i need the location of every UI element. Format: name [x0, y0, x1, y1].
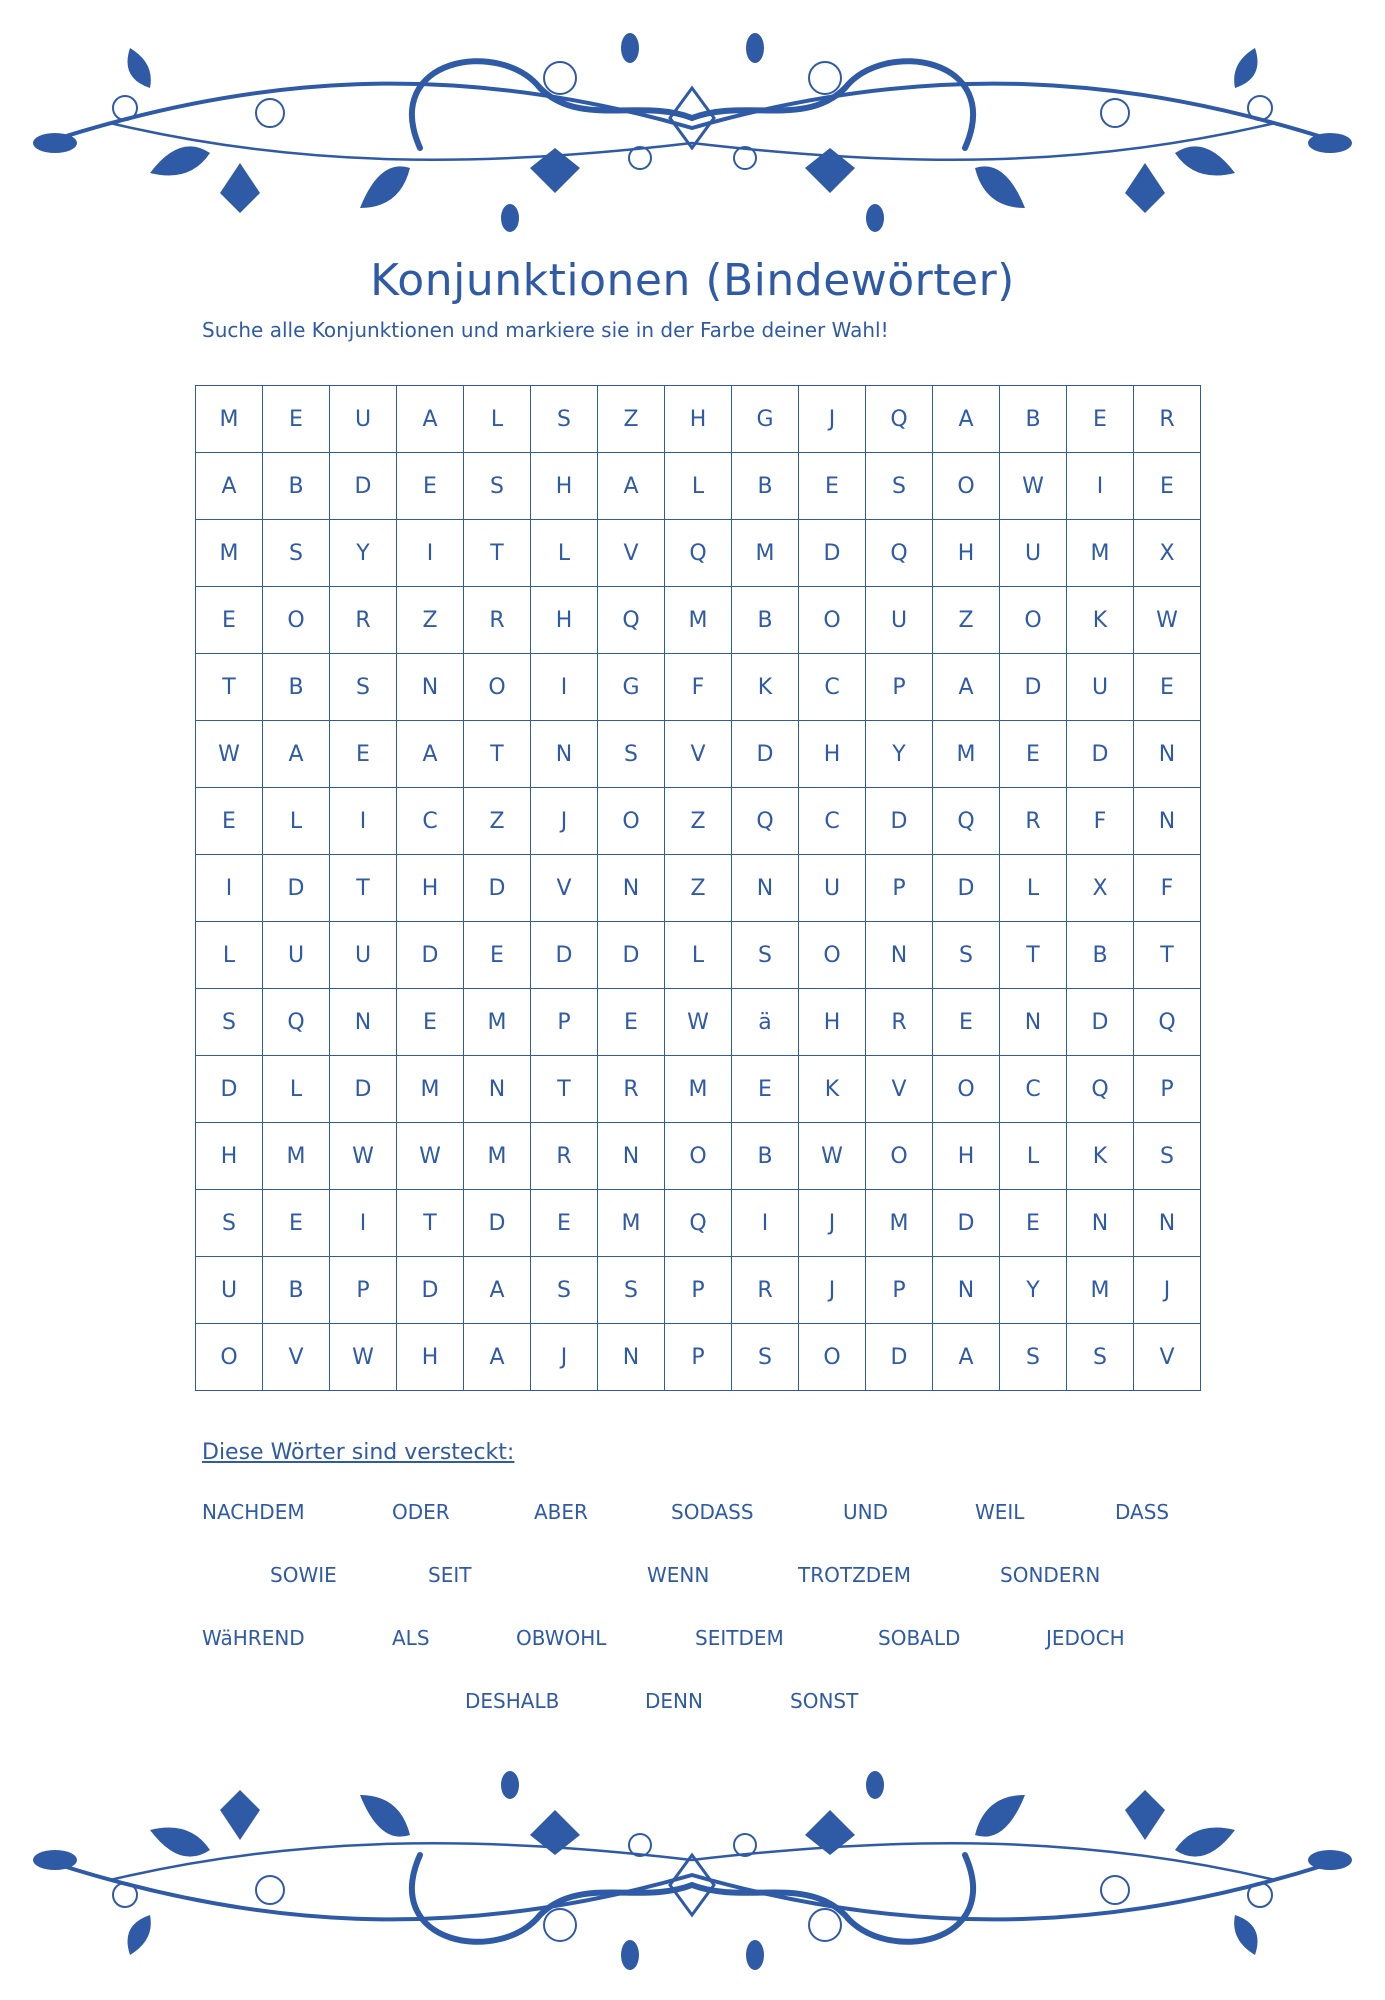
grid-cell[interactable]: H — [799, 989, 866, 1056]
grid-cell[interactable]: S — [598, 721, 665, 788]
grid-cell[interactable]: U — [330, 922, 397, 989]
grid-cell[interactable]: R — [598, 1056, 665, 1123]
grid-cell[interactable]: Q — [732, 788, 799, 855]
grid-cell[interactable]: H — [933, 520, 1000, 587]
grid-cell[interactable]: S — [732, 1324, 799, 1391]
grid-cell[interactable]: H — [799, 721, 866, 788]
grid-cell[interactable]: X — [1134, 520, 1201, 587]
hidden-word: JEDOCH — [1046, 1626, 1125, 1650]
grid-cell[interactable]: Y — [866, 721, 933, 788]
grid-cell[interactable]: T — [1134, 922, 1201, 989]
hidden-word: SOBALD — [878, 1626, 961, 1650]
grid-cell[interactable]: V — [263, 1324, 330, 1391]
grid-cell[interactable]: N — [598, 1324, 665, 1391]
hidden-word: NACHDEM — [202, 1500, 305, 1524]
grid-row — [196, 386, 1201, 453]
grid-cell[interactable]: W — [665, 989, 732, 1056]
grid-cell[interactable]: U — [1067, 654, 1134, 721]
grid-cell[interactable]: V — [531, 855, 598, 922]
grid-cell[interactable]: T — [464, 721, 531, 788]
grid-cell[interactable]: E — [933, 989, 1000, 1056]
grid-row — [196, 1056, 1201, 1123]
grid-cell[interactable]: R — [464, 587, 531, 654]
grid-cell[interactable]: ä — [732, 989, 799, 1056]
grid-cell[interactable]: I — [397, 520, 464, 587]
hidden-word: SOWIE — [270, 1563, 337, 1587]
grid-cell[interactable]: D — [732, 721, 799, 788]
grid-cell[interactable]: N — [598, 1123, 665, 1190]
grid-cell[interactable]: N — [1134, 788, 1201, 855]
grid-cell[interactable]: Y — [1000, 1257, 1067, 1324]
grid-cell[interactable]: O — [799, 1324, 866, 1391]
grid-cell[interactable]: B — [1067, 922, 1134, 989]
grid-cell[interactable]: D — [1067, 721, 1134, 788]
hidden-word: ABER — [534, 1500, 588, 1524]
hidden-word: WEIL — [975, 1500, 1025, 1524]
grid-cell[interactable]: E — [330, 721, 397, 788]
grid-cell[interactable]: U — [1000, 520, 1067, 587]
grid-cell[interactable]: S — [464, 453, 531, 520]
hidden-word: SEIT — [428, 1563, 472, 1587]
grid-cell[interactable]: N — [1067, 1190, 1134, 1257]
grid-cell[interactable]: R — [732, 1257, 799, 1324]
hidden-word: DASS — [1115, 1500, 1170, 1524]
grid-cell[interactable]: L — [531, 520, 598, 587]
grid-cell[interactable]: O — [933, 1056, 1000, 1123]
grid-cell[interactable]: A — [263, 721, 330, 788]
grid-cell[interactable]: F — [665, 654, 732, 721]
grid-cell[interactable]: P — [1134, 1056, 1201, 1123]
grid-cell[interactable]: K — [1067, 1123, 1134, 1190]
grid-cell[interactable]: I — [330, 788, 397, 855]
grid-cell[interactable]: N — [397, 654, 464, 721]
grid-cell[interactable]: S — [196, 989, 263, 1056]
grid-cell[interactable]: M — [933, 721, 1000, 788]
grid-cell[interactable]: D — [196, 1056, 263, 1123]
grid-cell[interactable]: S — [263, 520, 330, 587]
grid-cell[interactable]: D — [330, 1056, 397, 1123]
grid-cell[interactable]: R — [866, 989, 933, 1056]
grid-cell[interactable]: M — [665, 1056, 732, 1123]
grid-cell[interactable]: E — [464, 922, 531, 989]
hidden-word: UND — [843, 1500, 888, 1524]
grid-cell[interactable]: L — [665, 453, 732, 520]
grid-cell[interactable]: C — [799, 788, 866, 855]
grid-cell[interactable]: E — [397, 989, 464, 1056]
grid-cell[interactable]: F — [1067, 788, 1134, 855]
grid-cell[interactable]: W — [397, 1123, 464, 1190]
grid-cell[interactable]: L — [665, 922, 732, 989]
grid-cell[interactable]: Q — [665, 1190, 732, 1257]
grid-cell[interactable]: H — [665, 386, 732, 453]
instruction-text: Suche alle Konjunktionen und markiere sie in der Farbe deiner Wahl! — [202, 318, 889, 342]
grid-row — [196, 855, 1201, 922]
grid-row — [196, 520, 1201, 587]
grid-cell[interactable]: B — [732, 587, 799, 654]
grid-cell[interactable]: T — [531, 1056, 598, 1123]
grid-cell[interactable]: O — [799, 587, 866, 654]
grid-cell[interactable]: U — [330, 386, 397, 453]
grid-cell[interactable]: W — [1000, 453, 1067, 520]
grid-cell[interactable]: N — [531, 721, 598, 788]
grid-cell[interactable]: W — [330, 1324, 397, 1391]
grid-cell[interactable]: S — [330, 654, 397, 721]
grid-cell[interactable]: S — [933, 922, 1000, 989]
grid-cell[interactable]: J — [799, 1190, 866, 1257]
grid-cell[interactable]: N — [1134, 1190, 1201, 1257]
hidden-word: ALS — [392, 1626, 430, 1650]
grid-cell[interactable]: D — [933, 855, 1000, 922]
grid-cell[interactable]: B — [263, 453, 330, 520]
grid-cell[interactable]: D — [464, 855, 531, 922]
hidden-word: WäHREND — [202, 1626, 305, 1650]
grid-cell[interactable]: J — [531, 1324, 598, 1391]
grid-cell[interactable]: P — [330, 1257, 397, 1324]
grid-cell[interactable]: M — [397, 1056, 464, 1123]
grid-cell[interactable]: I — [330, 1190, 397, 1257]
grid-cell[interactable]: A — [397, 721, 464, 788]
grid-cell[interactable]: M — [1067, 520, 1134, 587]
grid-cell[interactable]: H — [196, 1123, 263, 1190]
grid-cell[interactable]: M — [196, 520, 263, 587]
grid-cell[interactable]: N — [598, 855, 665, 922]
grid-cell[interactable]: O — [464, 654, 531, 721]
grid-cell[interactable]: O — [933, 453, 1000, 520]
grid-cell[interactable]: W — [799, 1123, 866, 1190]
grid-cell[interactable]: L — [196, 922, 263, 989]
hidden-word: ODER — [392, 1500, 450, 1524]
hidden-word: DENN — [645, 1689, 703, 1713]
grid-cell[interactable]: M — [732, 520, 799, 587]
grid-cell[interactable]: T — [330, 855, 397, 922]
grid-cell[interactable]: O — [196, 1324, 263, 1391]
grid-cell[interactable]: C — [397, 788, 464, 855]
grid-cell[interactable]: S — [1134, 1123, 1201, 1190]
grid-cell[interactable]: P — [866, 855, 933, 922]
grid-cell[interactable]: D — [464, 1190, 531, 1257]
grid-cell[interactable]: O — [799, 922, 866, 989]
grid-cell[interactable]: M — [464, 1123, 531, 1190]
grid-cell[interactable]: E — [397, 453, 464, 520]
grid-cell[interactable]: X — [1067, 855, 1134, 922]
grid-cell[interactable]: Z — [397, 587, 464, 654]
grid-cell[interactable]: D — [598, 922, 665, 989]
grid-cell[interactable]: P — [866, 654, 933, 721]
grid-cell[interactable]: V — [665, 721, 732, 788]
grid-cell[interactable]: Z — [464, 788, 531, 855]
word-search-grid — [195, 385, 1201, 1391]
grid-cell[interactable]: L — [464, 386, 531, 453]
grid-cell[interactable]: O — [665, 1123, 732, 1190]
grid-cell[interactable]: Z — [933, 587, 1000, 654]
grid-cell[interactable]: W — [1134, 587, 1201, 654]
grid-cell[interactable]: C — [799, 654, 866, 721]
grid-cell[interactable]: T — [464, 520, 531, 587]
grid-cell[interactable]: H — [397, 855, 464, 922]
grid-cell[interactable]: A — [933, 386, 1000, 453]
grid-cell[interactable]: A — [933, 1324, 1000, 1391]
grid-cell[interactable]: V — [598, 520, 665, 587]
floral-ornament-top — [0, 18, 1385, 258]
grid-cell[interactable]: E — [1000, 1190, 1067, 1257]
grid-cell[interactable]: D — [799, 520, 866, 587]
grid-cell[interactable]: R — [531, 1123, 598, 1190]
grid-cell[interactable]: Z — [665, 788, 732, 855]
grid-cell[interactable]: I — [1067, 453, 1134, 520]
hidden-word: WENN — [647, 1563, 710, 1587]
grid-cell[interactable]: U — [866, 587, 933, 654]
grid-row — [196, 453, 1201, 520]
hidden-word: SONDERN — [1000, 1563, 1101, 1587]
grid-cell[interactable]: N — [933, 1257, 1000, 1324]
grid-cell[interactable]: J — [799, 386, 866, 453]
grid-cell[interactable]: O — [263, 587, 330, 654]
grid-cell[interactable]: K — [799, 1056, 866, 1123]
grid-cell[interactable]: V — [1134, 1324, 1201, 1391]
grid-cell[interactable]: G — [732, 386, 799, 453]
grid-cell[interactable]: N — [1000, 989, 1067, 1056]
grid-cell[interactable]: N — [464, 1056, 531, 1123]
hidden-word: SONST — [790, 1689, 859, 1713]
grid-row — [196, 1190, 1201, 1257]
grid-cell[interactable]: D — [330, 453, 397, 520]
grid-cell[interactable]: D — [397, 1257, 464, 1324]
grid-cell[interactable]: D — [866, 788, 933, 855]
grid-cell[interactable]: E — [1134, 654, 1201, 721]
grid-cell[interactable]: O — [598, 788, 665, 855]
grid-cell[interactable]: B — [263, 1257, 330, 1324]
grid-cell[interactable]: D — [263, 855, 330, 922]
grid-row — [196, 587, 1201, 654]
grid-cell[interactable]: L — [1000, 1123, 1067, 1190]
grid-cell[interactable]: A — [598, 453, 665, 520]
grid-cell[interactable]: C — [1000, 1056, 1067, 1123]
grid-cell[interactable]: S — [866, 453, 933, 520]
grid-cell[interactable]: S — [732, 922, 799, 989]
grid-cell[interactable]: Q — [665, 520, 732, 587]
grid-row — [196, 654, 1201, 721]
grid-cell[interactable]: T — [196, 654, 263, 721]
grid-cell[interactable]: M — [665, 587, 732, 654]
grid-cell[interactable]: M — [464, 989, 531, 1056]
grid-cell[interactable]: S — [598, 1257, 665, 1324]
grid-cell[interactable]: D — [1067, 989, 1134, 1056]
grid-cell[interactable]: A — [196, 453, 263, 520]
grid-cell[interactable]: R — [330, 587, 397, 654]
page-title: Konjunktionen (Bindewörter) — [370, 255, 1015, 306]
grid-cell[interactable]: H — [531, 587, 598, 654]
grid-cell[interactable]: Q — [263, 989, 330, 1056]
grid-cell[interactable]: M — [1067, 1257, 1134, 1324]
grid-cell[interactable]: N — [866, 922, 933, 989]
grid-cell[interactable]: E — [732, 1056, 799, 1123]
grid-cell[interactable]: P — [531, 989, 598, 1056]
grid-cell[interactable]: J — [1134, 1257, 1201, 1324]
grid-cell[interactable]: B — [732, 1123, 799, 1190]
grid-row — [196, 788, 1201, 855]
grid-cell[interactable]: S — [531, 1257, 598, 1324]
grid-cell[interactable]: D — [531, 922, 598, 989]
grid-cell[interactable]: H — [933, 1123, 1000, 1190]
grid-cell[interactable]: Q — [866, 386, 933, 453]
grid-cell[interactable]: Z — [665, 855, 732, 922]
grid-cell[interactable]: Z — [598, 386, 665, 453]
grid-cell[interactable]: V — [866, 1056, 933, 1123]
grid-cell[interactable]: S — [196, 1190, 263, 1257]
grid-cell[interactable]: F — [1134, 855, 1201, 922]
grid-cell[interactable]: A — [397, 386, 464, 453]
grid-cell[interactable]: P — [665, 1257, 732, 1324]
grid-row — [196, 721, 1201, 788]
grid-cell[interactable]: Q — [866, 520, 933, 587]
grid-cell[interactable]: K — [1067, 587, 1134, 654]
grid-cell[interactable]: T — [397, 1190, 464, 1257]
grid-cell[interactable]: B — [732, 453, 799, 520]
grid-row — [196, 922, 1201, 989]
grid-cell[interactable]: N — [1134, 721, 1201, 788]
grid-cell[interactable]: P — [866, 1257, 933, 1324]
grid-cell[interactable]: J — [799, 1257, 866, 1324]
grid-cell[interactable]: W — [330, 1123, 397, 1190]
grid-cell[interactable]: S — [1067, 1324, 1134, 1391]
grid-cell[interactable]: W — [196, 721, 263, 788]
grid-cell[interactable]: R — [1134, 386, 1201, 453]
grid-cell[interactable]: U — [196, 1257, 263, 1324]
grid-cell[interactable]: M — [866, 1190, 933, 1257]
grid-cell[interactable]: A — [464, 1257, 531, 1324]
floral-ornament-bottom — [0, 1745, 1385, 1985]
grid-cell[interactable]: J — [531, 788, 598, 855]
grid-cell[interactable]: S — [1000, 1324, 1067, 1391]
grid-cell[interactable]: L — [263, 788, 330, 855]
grid-cell[interactable]: M — [196, 386, 263, 453]
grid-cell[interactable]: D — [397, 922, 464, 989]
grid-cell[interactable]: E — [196, 587, 263, 654]
grid-cell[interactable]: I — [531, 654, 598, 721]
grid-cell[interactable]: E — [531, 1190, 598, 1257]
grid-cell[interactable]: L — [1000, 855, 1067, 922]
grid-cell[interactable]: O — [1000, 587, 1067, 654]
grid-cell[interactable]: E — [598, 989, 665, 1056]
grid-cell[interactable]: D — [933, 1190, 1000, 1257]
grid-cell[interactable]: Q — [598, 587, 665, 654]
grid-cell[interactable]: I — [732, 1190, 799, 1257]
grid-cell[interactable]: Y — [330, 520, 397, 587]
hidden-word: DESHALB — [465, 1689, 560, 1713]
grid-cell[interactable]: R — [1000, 788, 1067, 855]
grid-cell[interactable]: H — [397, 1324, 464, 1391]
grid-cell[interactable]: M — [263, 1123, 330, 1190]
grid-cell[interactable]: E — [1134, 453, 1201, 520]
grid-cell[interactable]: B — [1000, 386, 1067, 453]
grid-cell[interactable]: U — [799, 855, 866, 922]
grid-row — [196, 989, 1201, 1056]
grid-cell[interactable]: Q — [1067, 1056, 1134, 1123]
grid-cell[interactable]: K — [732, 654, 799, 721]
grid-cell[interactable]: Q — [933, 788, 1000, 855]
grid-cell[interactable]: E — [1000, 721, 1067, 788]
grid-cell[interactable]: E — [1067, 386, 1134, 453]
grid-cell[interactable]: S — [531, 386, 598, 453]
grid-cell[interactable]: A — [464, 1324, 531, 1391]
grid-cell[interactable]: E — [263, 1190, 330, 1257]
grid-cell[interactable]: D — [1000, 654, 1067, 721]
grid-cell[interactable]: E — [799, 453, 866, 520]
grid-cell[interactable]: N — [330, 989, 397, 1056]
grid-cell[interactable]: U — [263, 922, 330, 989]
grid-cell[interactable]: I — [196, 855, 263, 922]
grid-cell[interactable]: M — [598, 1190, 665, 1257]
grid-cell[interactable]: E — [196, 788, 263, 855]
grid-cell[interactable]: B — [263, 654, 330, 721]
grid-cell[interactable]: T — [1000, 922, 1067, 989]
grid-row — [196, 1123, 1201, 1190]
grid-cell[interactable]: L — [263, 1056, 330, 1123]
grid-cell[interactable]: N — [732, 855, 799, 922]
grid-row — [196, 1324, 1201, 1391]
grid-cell[interactable]: H — [531, 453, 598, 520]
hidden-word: SEITDEM — [695, 1626, 784, 1650]
grid-cell[interactable]: D — [866, 1324, 933, 1391]
grid-cell[interactable]: G — [598, 654, 665, 721]
hidden-word: SODASS — [671, 1500, 754, 1524]
hidden-words-heading: Diese Wörter sind versteckt: — [202, 1440, 515, 1465]
grid-cell[interactable]: E — [263, 386, 330, 453]
hidden-word: TROTZDEM — [798, 1563, 912, 1587]
grid-cell[interactable]: A — [933, 654, 1000, 721]
grid-cell[interactable]: Q — [1134, 989, 1201, 1056]
grid-cell[interactable]: O — [866, 1123, 933, 1190]
grid-row — [196, 1257, 1201, 1324]
hidden-word: OBWOHL — [516, 1626, 607, 1650]
grid-cell[interactable]: P — [665, 1324, 732, 1391]
